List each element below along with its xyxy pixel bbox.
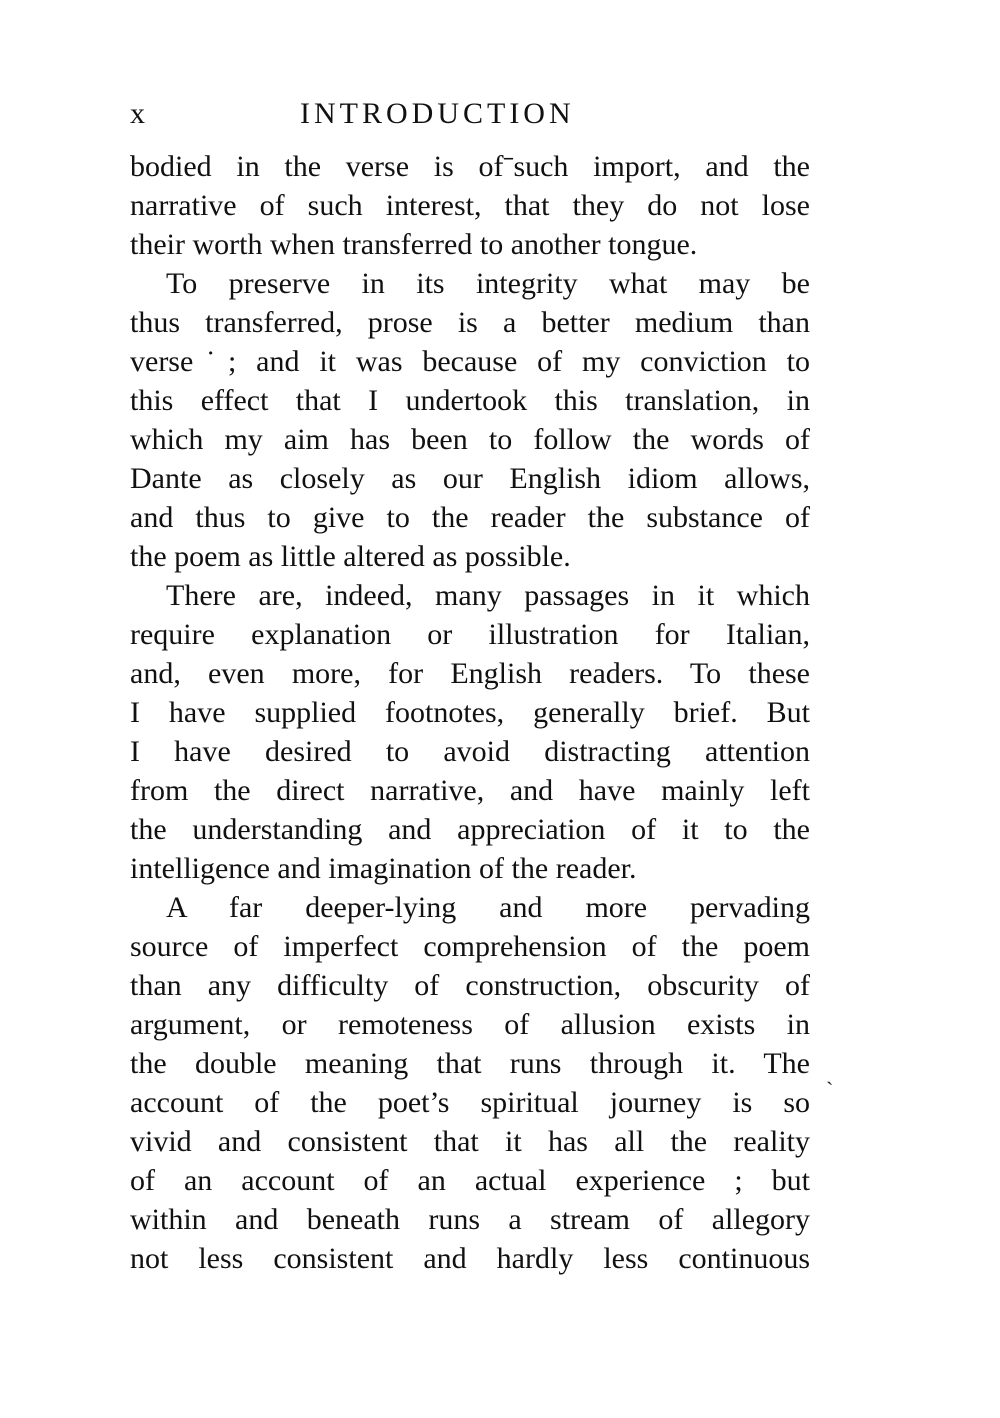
- text-line: their worth when transferred to another tongue.: [130, 228, 698, 261]
- text-line: this effect that I undertook this translation, in: [130, 384, 810, 417]
- text-line: from the direct narrative, and have mainly left: [130, 774, 810, 807]
- text-line: source of imperfect comprehension of the poem: [130, 930, 810, 963]
- text-line: intelligence and imagination of the reader.: [130, 852, 637, 885]
- paragraph-start-line: A far deeper-lying and more pervading: [166, 891, 810, 924]
- paragraph-start-line: To preserve in its integrity what may be: [166, 267, 810, 300]
- text-line: and thus to give to the reader the substance of: [130, 501, 810, 534]
- text-line: not less consistent and hardly less continuous: [130, 1242, 810, 1275]
- text-line: within and beneath runs a stream of allegory: [130, 1203, 810, 1236]
- text-line: account of the poet’s spiritual journey is so: [130, 1086, 810, 1119]
- text-line: Dante as closely as our English idiom allows,: [130, 462, 810, 495]
- page-number: x: [130, 97, 145, 130]
- text-line: the poem as little altered as possible.: [130, 540, 571, 573]
- text-line: I have desired to avoid distracting attention: [130, 735, 810, 768]
- running-head: INTRODUCTION: [300, 97, 575, 130]
- text-line: vivid and consistent that it has all the reality: [130, 1125, 810, 1158]
- text-line: the double meaning that runs through it. The: [130, 1047, 810, 1080]
- text-line: and, even more, for English readers. To these: [130, 657, 810, 690]
- text-line: which my aim has been to follow the words of: [130, 423, 810, 456]
- text-line: argument, or remoteness of allusion exists in: [130, 1008, 810, 1041]
- text-line: require explanation or illustration for Italian,: [130, 618, 810, 651]
- text-line: narrative of such interest, that they do not lose: [130, 189, 810, 222]
- body-text: [130, 147, 810, 1278]
- text-line: bodied in the verse is ofˉsuch import, and the: [130, 150, 810, 183]
- page-header: [130, 94, 810, 134]
- stray-ink-mark: ˏ: [826, 1060, 834, 1085]
- text-line: than any difficulty of construction, obscurity of: [130, 969, 810, 1002]
- text-line: I have supplied footnotes, generally brief. But: [130, 696, 810, 729]
- paragraph-start-line: There are, indeed, many passages in it which: [166, 579, 810, 612]
- text-line: thus transferred, prose is a better medium than: [130, 306, 810, 339]
- text-line: verse˙; and it was because of my conviction to: [130, 345, 810, 378]
- text-line: the understanding and appreciation of it to the: [130, 813, 810, 846]
- text-line: of an account of an actual experience ; but: [130, 1164, 810, 1197]
